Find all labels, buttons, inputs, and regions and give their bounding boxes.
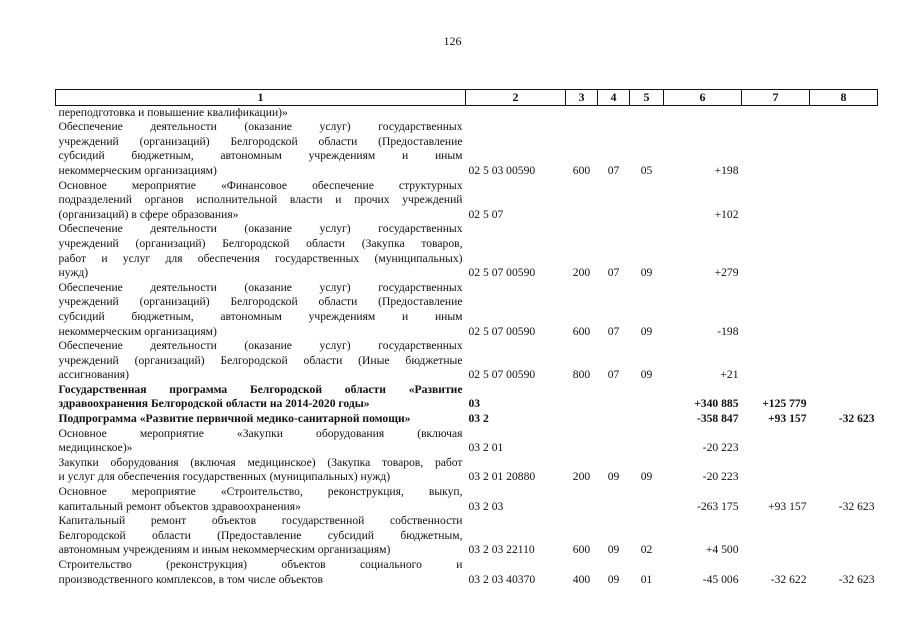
budget-code: 03 2 03 40370 [468, 572, 536, 586]
amount-col-8: -32 623 [838, 572, 875, 586]
amount-col-7 [742, 222, 810, 280]
expense-type [566, 485, 598, 514]
description-line: некоммерческим организациям) [58, 163, 217, 177]
amount-col-7: +93 157 [768, 499, 807, 513]
table-row [56, 558, 878, 587]
description-line: подразделений органов исполнительной власти и прочих учреждений [58, 193, 463, 207]
column-header-3: 3 [566, 90, 598, 106]
column-header-8: 8 [810, 90, 878, 106]
table-body [56, 105, 878, 587]
amount-col-8: -32 623 [838, 499, 875, 513]
page-number: 126 [443, 34, 462, 48]
subsection: 09 [640, 470, 653, 484]
subsection: 05 [640, 163, 653, 177]
amount-col-8 [810, 339, 878, 383]
subsection: 09 [640, 266, 653, 280]
description-line: субсидий бюджетным, автономным учреждениям и иным [58, 149, 463, 163]
subsection [630, 105, 664, 120]
expense-type: 800 [572, 368, 591, 382]
section: 09 [607, 470, 620, 484]
section [598, 105, 630, 120]
table-row [56, 120, 878, 178]
expense-type: 600 [572, 543, 591, 557]
amount-col-6: +102 [714, 207, 739, 221]
section: 07 [607, 266, 620, 280]
column-header-6: 6 [664, 90, 742, 106]
budget-code: 03 2 03 22110 [468, 543, 535, 557]
description-line: Основное мероприятие «Закупки оборудования (включая [58, 426, 463, 440]
budget-code: 02 5 07 00590 [468, 324, 536, 338]
budget-code: 03 [468, 397, 481, 411]
amount-col-8 [810, 105, 878, 120]
column-header-2: 2 [466, 90, 566, 106]
description-line: нужд) [58, 266, 89, 280]
budget-code: 02 5 07 00590 [468, 266, 536, 280]
table-row [56, 222, 878, 280]
amount-col-8 [810, 383, 878, 412]
amount-col-8 [810, 456, 878, 485]
table-row [56, 383, 878, 412]
amount-col-7: +93 157 [768, 412, 807, 426]
row-description [56, 558, 466, 587]
amount-col-7 [742, 456, 810, 485]
description-line: Закупки оборудования (включая медицинское) (Закупка товаров, работ [58, 455, 463, 469]
column-header-5: 5 [630, 90, 664, 106]
description-line: Основное мероприятие «Строительство, реконструкция, выкуп, [58, 485, 463, 499]
amount-col-7 [742, 120, 810, 178]
expense-type [566, 427, 598, 456]
expense-type [566, 383, 598, 412]
subsection [630, 179, 664, 223]
table-row [56, 281, 878, 339]
expense-type [566, 412, 598, 427]
row-description [56, 456, 466, 485]
amount-col-6: -263 175 [696, 499, 739, 513]
amount-col-8 [810, 514, 878, 558]
section [598, 485, 630, 514]
description-line: автономным учреждениям и иным некоммерческим организациям) [58, 543, 391, 557]
expense-type [566, 179, 598, 223]
description-line: учреждений (организаций) Белгородской области (Закупка товаров, [58, 236, 463, 250]
section [598, 179, 630, 223]
section: 07 [607, 163, 620, 177]
subsection [630, 383, 664, 412]
budget-code: 03 2 [468, 412, 489, 426]
expense-type: 200 [572, 266, 591, 280]
amount-col-7: -32 622 [770, 572, 807, 586]
table-row [56, 514, 878, 558]
description-line: некоммерческим организациям) [58, 324, 217, 338]
subsection [630, 427, 664, 456]
expense-type: 600 [572, 163, 591, 177]
description-line: субсидий бюджетным, автономным учреждениям и иным [58, 309, 463, 323]
amount-col-7 [742, 514, 810, 558]
amount-col-8 [810, 120, 878, 178]
amount-col-8 [810, 179, 878, 223]
row-description [56, 427, 466, 456]
budget-code: 02 5 07 00590 [468, 368, 536, 382]
description-line: Капитальный ремонт объектов государственной собственности [58, 514, 463, 528]
description-line: переподготовка и повышение квалификации)» [58, 105, 288, 119]
description-line: учреждений (организаций) Белгородской области (Предоставление [58, 134, 463, 148]
section: 07 [607, 368, 620, 382]
budget-code: 03 2 01 [468, 441, 504, 455]
description-line: Государственная программа Белгородской области «Развитие [58, 382, 463, 396]
table-header-row [56, 90, 878, 106]
expense-type: 400 [572, 572, 591, 586]
amount-col-6: +21 [720, 368, 739, 382]
table-row [56, 179, 878, 223]
table-row [56, 456, 878, 485]
amount-col-6: -20 223 [702, 470, 739, 484]
description-line: (организаций) в сфере образования» [58, 207, 239, 221]
amount-col-6 [664, 105, 742, 120]
description-line: Обеспечение деятельности (оказание услуг) государственных [58, 120, 463, 134]
column-header-7: 7 [742, 90, 810, 106]
section: 09 [607, 572, 620, 586]
budget-code [466, 105, 566, 120]
expense-type [566, 105, 598, 120]
table-row [56, 412, 878, 427]
amount-col-8 [810, 222, 878, 280]
amount-col-7 [742, 105, 810, 120]
amount-col-8: -32 623 [838, 412, 875, 426]
description-line: Основное мероприятие «Финансовое обеспечение структурных [58, 178, 463, 192]
description-line: Обеспечение деятельности (оказание услуг) государственных [58, 222, 463, 236]
description-line: учреждений (организаций) Белгородской области (Предоставление [58, 295, 463, 309]
table-row [56, 105, 878, 120]
row-description [56, 514, 466, 558]
row-description [56, 485, 466, 514]
description-line: Подпрограмма «Развитие первичной медико-санитарной помощи» [58, 412, 411, 426]
description-line: учреждений (организаций) Белгородской области (Иные бюджетные [58, 353, 463, 367]
subsection [630, 485, 664, 514]
expense-type: 600 [572, 324, 591, 338]
description-line: ассигнования) [58, 368, 129, 382]
amount-col-6: +340 885 [694, 397, 739, 411]
amount-col-6: -45 006 [702, 572, 739, 586]
column-header-4: 4 [598, 90, 630, 106]
amount-col-6: -358 847 [696, 412, 739, 426]
description-line: и услуг для обеспечения государственных (муниципальных) нужд) [58, 470, 391, 484]
section [598, 427, 630, 456]
budget-code: 02 5 07 [468, 207, 504, 221]
row-description [56, 222, 466, 280]
subsection: 09 [640, 324, 653, 338]
description-line: Обеспечение деятельности (оказание услуг) государственных [58, 339, 463, 353]
section [598, 412, 630, 427]
section: 09 [607, 543, 620, 557]
column-header-1: 1 [56, 90, 466, 106]
row-description [56, 105, 466, 120]
row-description [56, 281, 466, 339]
description-line: Обеспечение деятельности (оказание услуг) государственных [58, 280, 463, 294]
budget-code: 02 5 03 00590 [468, 163, 536, 177]
subsection: 09 [640, 368, 653, 382]
budget-table [55, 89, 878, 587]
amount-col-8 [810, 427, 878, 456]
description-line: работ и услуг для обеспечения государственных (муниципальных) [58, 251, 463, 265]
amount-col-6: -20 223 [702, 441, 739, 455]
subsection: 01 [640, 572, 653, 586]
amount-col-7 [742, 339, 810, 383]
row-description [56, 120, 466, 178]
amount-col-6: -198 [717, 324, 739, 338]
row-description [56, 339, 466, 383]
amount-col-7: +125 779 [762, 397, 807, 411]
description-line: Строительство (реконструкция) объектов социального и [58, 558, 463, 571]
description-line: капитальный ремонт объектов здравоохранения» [58, 499, 301, 513]
amount-col-7 [742, 179, 810, 223]
expense-type: 200 [572, 470, 591, 484]
table-row [56, 339, 878, 383]
budget-code: 03 2 03 [468, 499, 504, 513]
description-line: медицинское)» [58, 441, 133, 455]
amount-col-6: +4 500 [705, 543, 739, 557]
table-row [56, 485, 878, 514]
row-description [56, 412, 466, 427]
section: 07 [607, 324, 620, 338]
description-line: Белгородской области (Предоставление субсидий бюджетным, [58, 528, 463, 542]
subsection: 02 [640, 543, 653, 557]
amount-col-6: +198 [714, 163, 739, 177]
amount-col-7 [742, 281, 810, 339]
row-description [56, 179, 466, 223]
table-row [56, 427, 878, 456]
description-line: здравоохранения Белгородской области на 2014-2020 годы» [58, 397, 370, 411]
subsection [630, 412, 664, 427]
budget-code: 03 2 01 20880 [468, 470, 536, 484]
amount-col-7 [742, 427, 810, 456]
amount-col-8 [810, 281, 878, 339]
description-line: производственного комплексов, в том числе объектов [58, 572, 323, 586]
row-description [56, 383, 466, 412]
amount-col-6: +279 [714, 266, 739, 280]
section [598, 383, 630, 412]
